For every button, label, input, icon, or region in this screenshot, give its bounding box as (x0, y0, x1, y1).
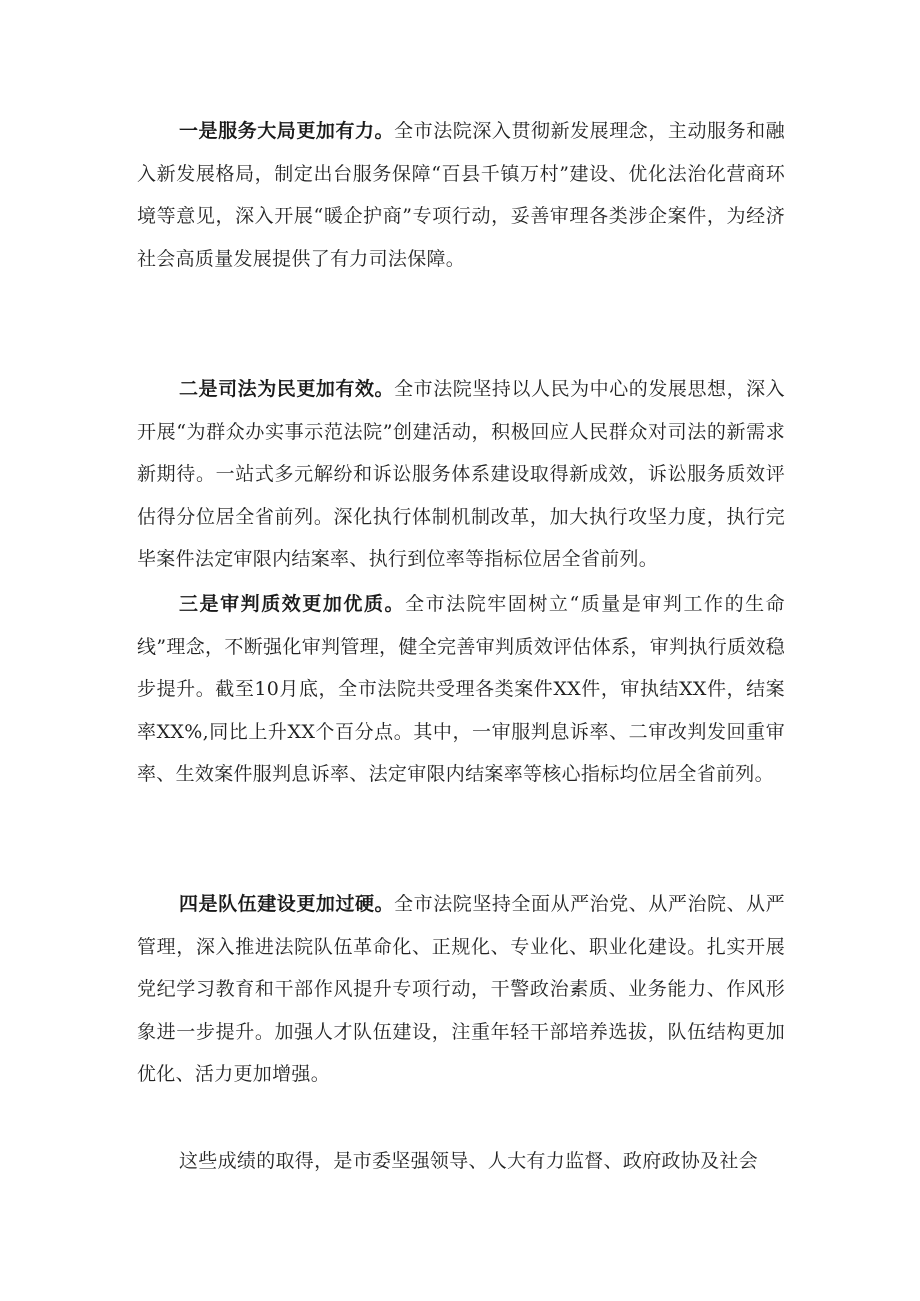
paragraph-service-overall (137, 110, 785, 280)
paragraph-heading: 二是司法为民更加有效。 (179, 378, 395, 400)
paragraph-heading: 四是队伍建设更加过硬。 (179, 893, 395, 915)
paragraph-body: 全市法院牢固树立“质量是审判工作的生命线”理念，不断强化审判管理，健全完善审判质效评估体系，审判执行质效稳步提升。截至10月底，全市法院共受理各类案件XX件，审执结XX件，结案率XX%,同比上升XX个百分点。其中，一审服判息诉率、二审改判发回重审率、生效案件服判息诉率、法定审限内结案率等核心指标均位居全省前列。 (137, 593, 785, 785)
paragraph-heading: 一是服务大局更加有力。 (179, 120, 395, 142)
paragraph-body: 全市法院坚持全面从严治党、从严治院、从严管理，深入推进法院队伍革命化、正规化、专业化、职业化建设。扎实开展党纪学习教育和干部作风提升专项行动，干警政治素质、业务能力、作风形象进一步提升。加强人才队伍建设，注重年轻干部培养选拔，队伍结构更加优化、活力更加增强。 (137, 893, 785, 1085)
paragraph-heading: 三是审判质效更加优质。 (179, 593, 406, 615)
paragraph-body: 这些成绩的取得，是市委坚强领导、人大有力监督、政府政协及社会 (179, 1150, 759, 1172)
paragraph-team-building (137, 883, 785, 1096)
paragraph-body: 全市法院坚持以人民为中心的发展思想，深入开展“为群众办实事示范法院”创建活动，积极回应人民群众对司法的新需求新期待。一站式多元解纷和诉讼服务体系建设取得新成效，诉讼服务质效评估得分位居全省前列。深化执行体制机制改革，加大执行攻坚力度，执行完毕案件法定审限内结案率、执行到位率等指标位居全省前列。 (137, 378, 785, 570)
paragraph-body: 全市法院深入贯彻新发展理念，主动服务和融入新发展格局，制定出台服务保障“百县千镇万村”建设、优化法治化营商环境等意见，深入开展“暖企护商”专项行动，妥善审理各类涉企案件，为经济社会高质量发展提供了有力司法保障。 (137, 120, 785, 270)
paragraph-trial-quality (137, 583, 785, 796)
paragraph-justice-for-people (137, 368, 785, 581)
paragraph-achievements (137, 1140, 785, 1183)
